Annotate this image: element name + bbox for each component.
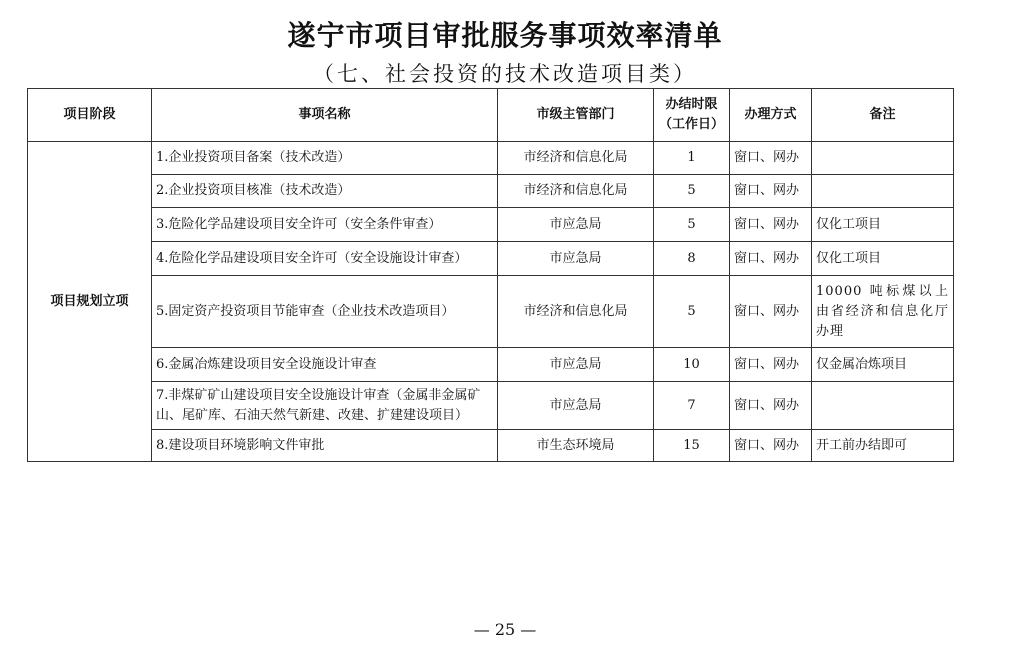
row-name: 2.企业投资项目核准（技术改造）	[152, 175, 498, 208]
row-method: 窗口、网办	[730, 382, 812, 430]
row-method: 窗口、网办	[730, 142, 812, 175]
efficiency-table	[27, 88, 954, 462]
header-time-limit-line2: （工作日）	[658, 117, 724, 132]
table-row	[28, 175, 954, 208]
row-department: 市经济和信息化局	[498, 142, 654, 175]
row-days: 5	[654, 208, 730, 242]
stage-cell: 项目规划立项	[28, 142, 152, 462]
row-department: 市生态环境局	[498, 430, 654, 462]
table-header-row	[28, 89, 954, 142]
header-note: 备注	[812, 89, 954, 142]
row-note: 开工前办结即可	[812, 430, 954, 462]
row-department: 市经济和信息化局	[498, 276, 654, 348]
row-days: 5	[654, 276, 730, 348]
header-time-limit-line1: 办结时限	[665, 97, 718, 112]
row-days: 10	[654, 348, 730, 382]
row-department: 市应急局	[498, 208, 654, 242]
header-department: 市级主管部门	[498, 89, 654, 142]
header-method: 办理方式	[730, 89, 812, 142]
row-name: 7.非煤矿矿山建设项目安全设施设计审查（金属非金属矿山、尾矿库、石油天然气新建、改建、扩建建设项目）	[152, 382, 498, 430]
row-name: 1.企业投资项目备案（技术改造）	[152, 142, 498, 175]
page-title: 遂宁市项目审批服务事项效率清单	[287, 19, 723, 52]
row-method: 窗口、网办	[730, 242, 812, 276]
row-method: 窗口、网办	[730, 208, 812, 242]
header-name: 事项名称	[152, 89, 498, 142]
table-row	[28, 276, 954, 348]
table-row	[28, 142, 954, 175]
row-days: 15	[654, 430, 730, 462]
row-name: 5.固定资产投资项目节能审查（企业技术改造项目）	[152, 276, 498, 348]
row-note: 仅化工项目	[812, 208, 954, 242]
row-days: 8	[654, 242, 730, 276]
row-department: 市应急局	[498, 382, 654, 430]
row-note	[812, 175, 954, 208]
row-name: 3.危险化学品建设项目安全许可（安全条件审查）	[152, 208, 498, 242]
table-row	[28, 348, 954, 382]
table-row	[28, 382, 954, 430]
table-row	[28, 242, 954, 276]
row-note	[812, 142, 954, 175]
header-time-limit	[654, 89, 730, 142]
page-number: — 25 —	[473, 620, 537, 639]
row-method: 窗口、网办	[730, 430, 812, 462]
row-name: 4.危险化学品建设项目安全许可（安全设施设计审查）	[152, 242, 498, 276]
row-department: 市应急局	[498, 348, 654, 382]
page-subtitle: （七、社会投资的技术改造项目类）	[313, 62, 697, 86]
row-note: 仅化工项目	[812, 242, 954, 276]
row-days: 5	[654, 175, 730, 208]
row-days: 7	[654, 382, 730, 430]
row-department: 市经济和信息化局	[498, 175, 654, 208]
row-department: 市应急局	[498, 242, 654, 276]
row-method: 窗口、网办	[730, 175, 812, 208]
row-name: 6.金属冶炼建设项目安全设施设计审查	[152, 348, 498, 382]
row-name: 8.建设项目环境影响文件审批	[152, 430, 498, 462]
row-note	[812, 382, 954, 430]
table-row	[28, 430, 954, 462]
table-row	[28, 208, 954, 242]
header-stage: 项目阶段	[28, 89, 152, 142]
row-method: 窗口、网办	[730, 348, 812, 382]
row-note: 10000 吨标煤以上由省经济和信息化厅办理	[812, 276, 954, 348]
row-method: 窗口、网办	[730, 276, 812, 348]
row-days: 1	[654, 142, 730, 175]
row-note: 仅金属冶炼项目	[812, 348, 954, 382]
